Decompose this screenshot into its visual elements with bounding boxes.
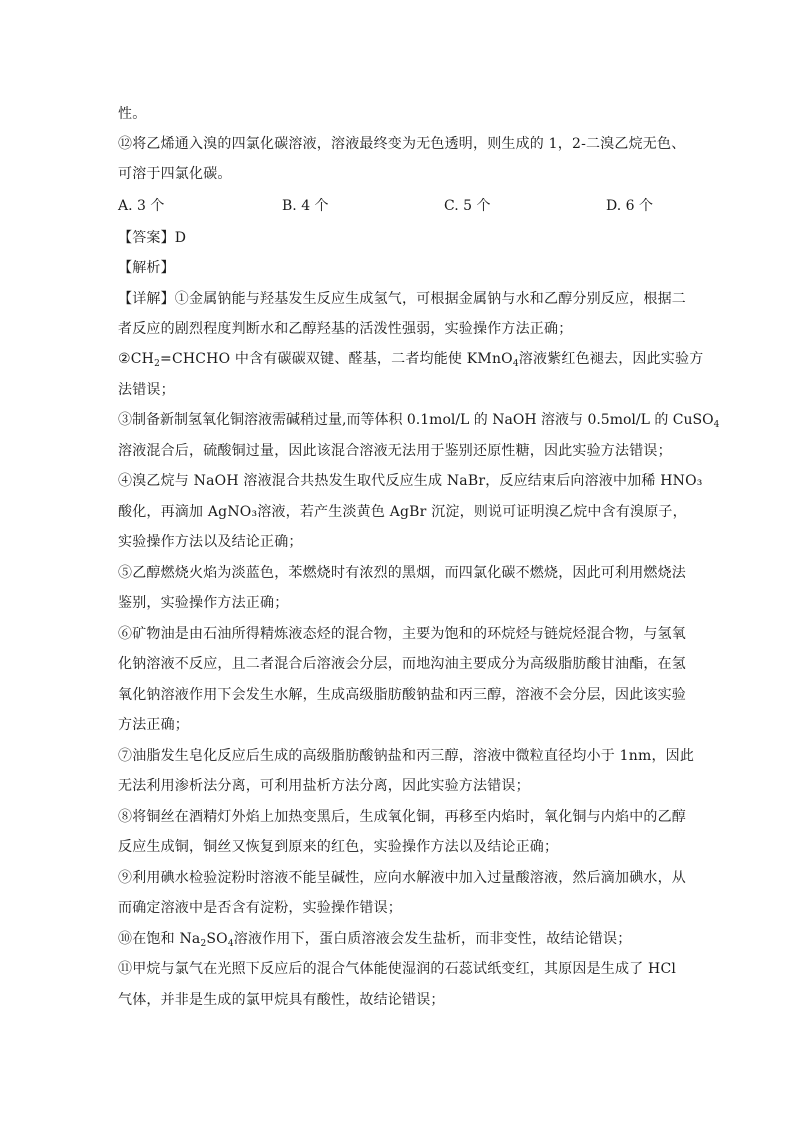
- text-line: 鉴别，实验操作方法正确；: [118, 595, 289, 611]
- text-line: 气体，并非是生成的氯甲烷具有酸性，故结论错误；: [118, 992, 445, 1008]
- text-fragment: 溶液作用下，蛋白质溶液会发生盐析，而非变性，故结论错误；: [233, 931, 632, 947]
- text-line: 性。: [118, 106, 147, 122]
- option-a: A. 3 个: [118, 198, 165, 214]
- explanation-9: ⑨利用碘水检验淀粉时溶液不能呈碱性，应向水解液中加入过量酸溶液，然后滴加碘水，从: [118, 870, 686, 886]
- text-line: 化钠溶液不反应，且二者混合后溶液会分层，而地沟油主要成分为高级脂肪酸甘油酯，在氢: [118, 656, 686, 672]
- text-line: 氧化钠溶液作用下会发生水解，生成高级脂肪酸钠盐和丙三醇，溶液不会分层，因此该实验: [118, 687, 686, 703]
- subscript: 4: [227, 939, 234, 949]
- text-line: 溶液混合后，硫酸铜过量，因此该混合溶液无法用于鉴别还原性糖，因此实验方法错误；: [118, 443, 672, 459]
- text-line: 法错误；: [118, 382, 175, 398]
- text-fragment: ⑩在饱和 Na: [118, 931, 201, 947]
- text-line: 酸化，再滴加 AgNO₃溶液，若产生淡黄色 AgBr 沉淀，则说可证明溴乙烷中含有溴原子，: [118, 504, 687, 520]
- explanation-1: 【详解】①金属钠能与羟基发生反应生成氢气，可根据金属钠与水和乙醇分别反应，根据二: [118, 291, 686, 307]
- explanation-5: ⑤乙醇燃烧火焰为淡蓝色，苯燃烧时有浓烈的黑烟，而四氯化碳不燃烧，因此可利用燃烧法: [118, 565, 686, 581]
- subscript: 2: [154, 359, 161, 369]
- text-line: 无法利用渗析法分离，可利用盐析方法分离，因此实验方法错误；: [118, 778, 530, 794]
- text-fragment: ③制备新制氢氧化铜溶液需碱稍过量,而等体积 0.1mol/L 的 NaOH 溶液与 0.5mol/L 的 CuSO: [118, 412, 714, 428]
- option-d: D. 6 个: [606, 198, 653, 214]
- text-line: 而确定溶液中是否含有淀粉，实验操作错误；: [118, 900, 402, 916]
- explanation-7: ⑦油脂发生皂化反应后生成的高级脂肪酸钠盐和丙三醇，溶液中微粒直径均小于 1nm，因此: [118, 748, 695, 764]
- option-b: B. 4 个: [282, 198, 329, 214]
- answer-line: 【答案】D: [118, 230, 187, 246]
- text-fragment: SO: [206, 931, 228, 947]
- text-fragment: ②CH: [118, 351, 155, 367]
- subscript: 4: [713, 420, 720, 430]
- explanation-11: ⑪甲烷与氯气在光照下反应后的混合气体能使湿润的石蕊试纸变红，其原因是生成了 HCl: [118, 961, 677, 977]
- text-line: 者反应的剧烈程度判断水和乙醇羟基的活泼性强弱，实验操作方法正确；: [118, 321, 573, 337]
- subscript: 2: [200, 939, 207, 949]
- question-12-text: ⑫将乙烯通入溴的四氯化碳溶液，溶液最终变为无色透明，则生成的 1，2-二溴乙烷无色、: [118, 136, 686, 152]
- explanation-3: [118, 410, 720, 430]
- explanation-6: ⑥矿物油是由石油所得精炼液态烃的混合物，主要为饱和的环烷烃与链烷烃混合物，与氢氧: [118, 626, 686, 642]
- text-line: 可溶于四氯化碳。: [118, 166, 232, 182]
- text-fragment: =CHCHO 中含有碳碳双键、醛基，二者均能使 KMnO: [160, 351, 513, 367]
- explanation-8: ⑧将铜丝在酒精灯外焰上加热变黑后，生成氧化铜，再移至内焰时，氧化铜与内焰中的乙醇: [118, 809, 686, 825]
- text-fragment: 溶液紫红色褪去，因此实验方: [518, 351, 704, 367]
- explanation-2: [118, 349, 704, 369]
- text-line: 实验操作方法以及结论正确；: [118, 534, 303, 550]
- explanation-4: ④溴乙烷与 NaOH 溶液混合共热发生取代反应生成 NaBr，反应结束后向溶液中加稀 HNO₃: [118, 473, 703, 489]
- text-line: 反应生成铜，铜丝又恢复到原来的红色，实验操作方法以及结论正确；: [118, 839, 559, 855]
- analysis-heading: 【解析】: [118, 260, 175, 276]
- option-c: C. 5 个: [444, 198, 491, 214]
- subscript: 4: [512, 359, 519, 369]
- text-line: 方法正确；: [118, 717, 189, 733]
- explanation-10: [118, 929, 683, 949]
